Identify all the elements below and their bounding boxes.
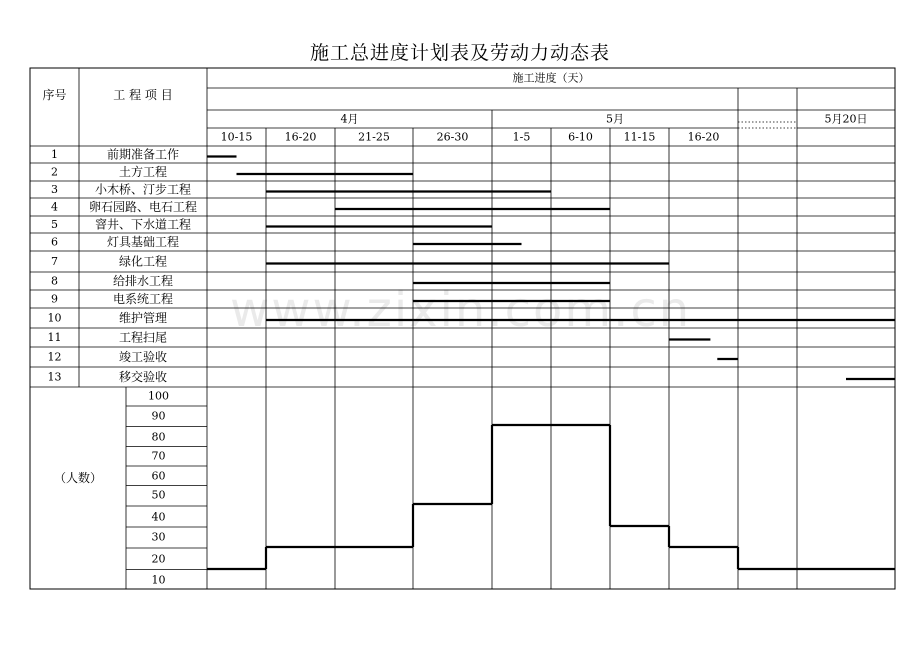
- axis-tick-label: 30: [151, 530, 166, 544]
- axis-tick-label: 80: [151, 430, 166, 444]
- task-name: 土方工程: [118, 165, 168, 179]
- period-label: 6-10: [568, 130, 593, 144]
- period-label: 26-30: [436, 130, 469, 144]
- project-header: 工 程 项 目: [113, 88, 173, 102]
- month-label: 5月: [606, 112, 624, 126]
- task-number: 10: [47, 311, 62, 325]
- axis-tick-label: 60: [151, 469, 166, 483]
- task-number: 5: [51, 218, 58, 231]
- axis-tick-label: 10: [151, 573, 166, 587]
- task-name: 绿化工程: [118, 254, 168, 269]
- axis-tick-label: 50: [151, 488, 166, 502]
- page-title: 施工总进度计划表及劳动力动态表: [309, 42, 610, 64]
- watermark-text: www.zixin.com.cn: [230, 282, 692, 338]
- period-label: 21-25: [358, 130, 390, 144]
- task-name: 前期准备工作: [106, 147, 180, 162]
- task-name: 移交验收: [118, 370, 168, 384]
- task-number: 2: [51, 165, 58, 179]
- task-number: 9: [51, 292, 58, 306]
- period-label: 10-15: [220, 130, 253, 144]
- period-label: 11-15: [623, 130, 656, 144]
- task-number: 12: [47, 350, 62, 364]
- task-name: 工程扫尾: [118, 330, 168, 345]
- task-number: 8: [51, 274, 58, 288]
- period-label: 1-5: [512, 130, 531, 144]
- period-label: 16-20: [687, 130, 720, 144]
- task-number: 3: [51, 183, 58, 196]
- month-label: 5月20日: [824, 112, 868, 126]
- axis-tick-label: 100: [148, 389, 169, 403]
- task-name: 灯具基础工程: [106, 235, 180, 249]
- task-name: 竣工验收: [118, 350, 168, 364]
- task-number: 11: [47, 331, 62, 344]
- period-label: 16-20: [284, 130, 317, 144]
- task-name: 维护管理: [118, 311, 168, 325]
- seq-header: 序号: [42, 88, 67, 102]
- task-number: 6: [51, 235, 58, 249]
- task-number: 1: [51, 148, 58, 161]
- axis-tick-label: 90: [151, 409, 166, 423]
- task-number: 13: [47, 370, 62, 384]
- progress-header: 施工进度（天）: [512, 71, 590, 85]
- task-name: 给排水工程: [112, 274, 174, 288]
- axis-tick-label: 20: [151, 552, 166, 566]
- task-name: 窨井、下水道工程: [94, 217, 192, 232]
- axis-tick-label: 40: [151, 510, 166, 524]
- month-label: 4月: [340, 112, 359, 126]
- axis-tick-label: 70: [151, 449, 166, 463]
- task-name: 小木桥、汀步工程: [94, 182, 192, 197]
- task-number: 4: [51, 200, 58, 214]
- task-name: 电系统工程: [112, 292, 174, 306]
- task-number: 7: [51, 255, 58, 268]
- task-name: 卵石园路、电石工程: [88, 200, 198, 214]
- people-axis-label: （人数）: [53, 471, 103, 485]
